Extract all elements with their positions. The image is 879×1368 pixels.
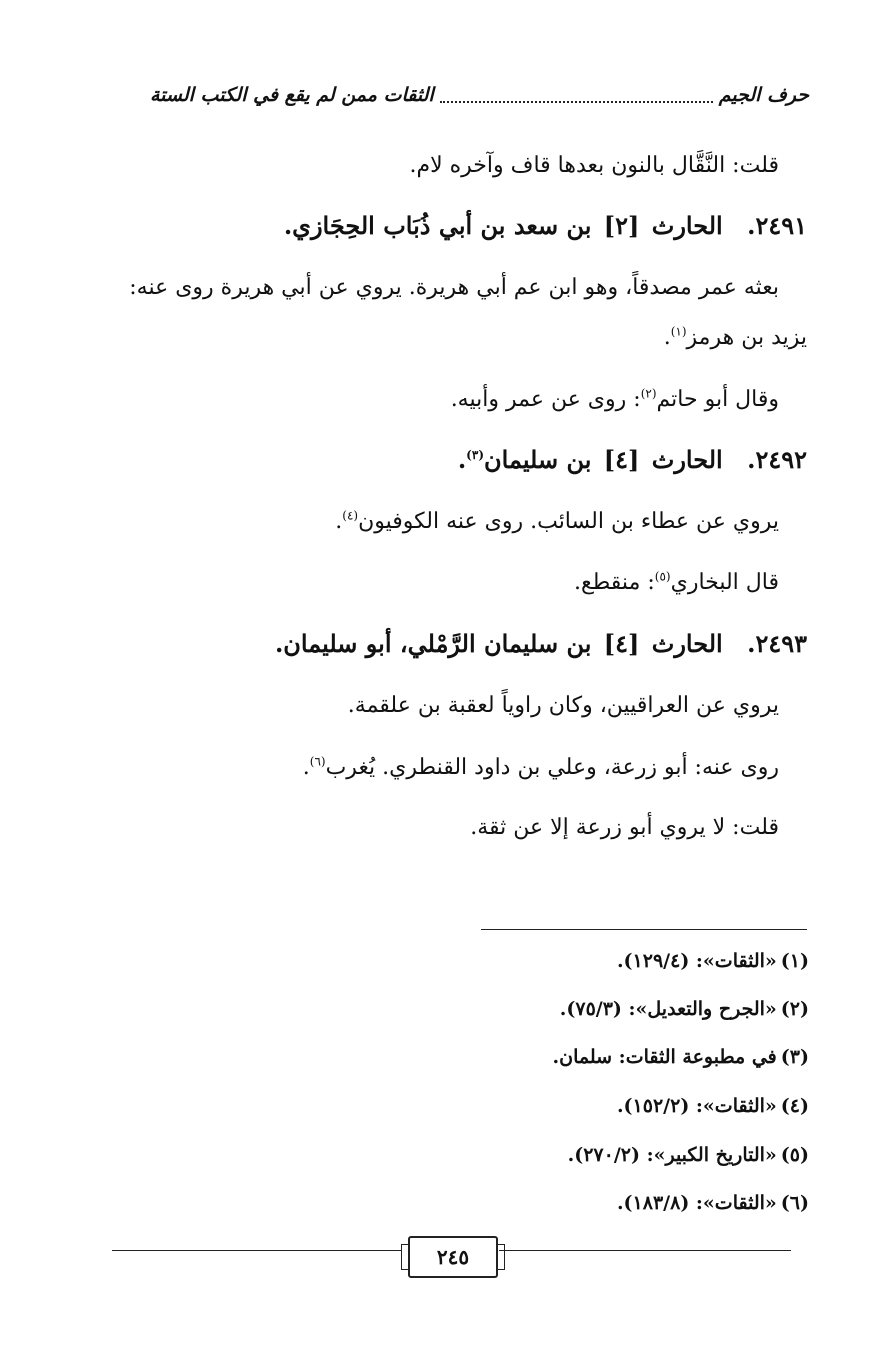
entry-text-line: يروي عن العراقيين، وكان راوياً لعقبة بن علقمة. — [347, 693, 779, 718]
header-book-title: الثقات ممن لم يقع في الكتب الستة — [150, 84, 434, 106]
bottom-rule-left — [112, 1250, 402, 1251]
entry-text-line: يزيد بن هرمز$^{(١)}$. — [663, 324, 807, 350]
entry-text-line: قال البخاري$^{(٥)}$: منقطع. — [574, 569, 779, 595]
bottom-rule-right — [499, 1250, 791, 1251]
footnote: (٣)في مطبوعة الثقات: سلمان. — [552, 1046, 809, 1068]
footnote: (٥)«التاريخ الكبير»: (٢٧٠/٢). — [567, 1144, 809, 1166]
footnote-ref: (٥) — [654, 569, 671, 584]
entry-name-rest: بن سعد بن أبي ذُبَاب الحِجَازي. — [283, 211, 592, 240]
footnote-separator — [481, 929, 807, 930]
entry-text-line: قلت: لا يروي أبو زرعة إلا عن ثقة. — [470, 815, 779, 840]
footnote: (٢)«الجرح والتعديل»: (٧٥/٣). — [559, 998, 809, 1020]
entry-name: الحارث — [651, 445, 723, 474]
entry-number: ٢٤٩٣. — [747, 629, 807, 658]
footnote: (٤)«الثقات»: (١٥٢/٢). — [616, 1095, 809, 1117]
entry-name: الحارث — [651, 211, 723, 240]
entry-grade: [٤] — [603, 445, 640, 474]
entry-name-rest: بن سليمان الرَّمْلي، أبو سليمان. — [274, 629, 592, 658]
entry-heading-2491 — [284, 204, 807, 248]
intro-note: قلت: النَّقَّال بالنون بعدها قاف وآخره لام. — [409, 153, 779, 178]
header-dot-leader — [440, 87, 713, 103]
footnote-ref: (٢) — [640, 386, 657, 401]
page-number: ٢٤٥ — [408, 1236, 498, 1278]
entry-number: ٢٤٩١. — [747, 211, 807, 240]
footnote-ref: (٣) — [466, 448, 484, 462]
header-chapter: حرف الجيم — [718, 84, 809, 106]
entry-heading-2492: ٢٤٩٢. الحارث [٤] بن سليمان$^{(٣)}$. — [457, 445, 807, 474]
footnote-ref: (٤) — [342, 508, 359, 523]
footnote: (٦)«الثقات»: (١٨٣/٨). — [616, 1192, 809, 1214]
entry-text-line: روى عنه: أبو زرعة، وعلي بن داود القنطري. يُغرب$^{(٦)}$. — [302, 754, 779, 780]
running-header — [150, 78, 809, 112]
entry-number: ٢٤٩٢. — [747, 445, 807, 474]
entry-text-line: وقال أبو حاتم$^{(٢)}$: روى عن عمر وأبيه. — [450, 386, 779, 412]
entry-text-line: يروي عن عطاء بن السائب. روى عنه الكوفيون$^{(٤)}$. — [335, 508, 779, 534]
entry-name-rest: بن سليمان — [484, 445, 592, 474]
entry-heading-2493 — [275, 622, 807, 666]
entry-grade: [٤] — [603, 629, 640, 658]
footnote-ref: (٦) — [309, 754, 326, 769]
footnote: (١)«الثقات»: (١٢٩/٤). — [616, 950, 809, 972]
entry-name: الحارث — [651, 629, 723, 658]
footnote-ref: (١) — [670, 324, 687, 339]
entry-grade: [٢] — [603, 211, 640, 240]
entry-text-line: بعثه عمر مصدقاً، وهو ابن عم أبي هريرة. يروي عن أبي هريرة روى عنه: — [129, 275, 779, 300]
